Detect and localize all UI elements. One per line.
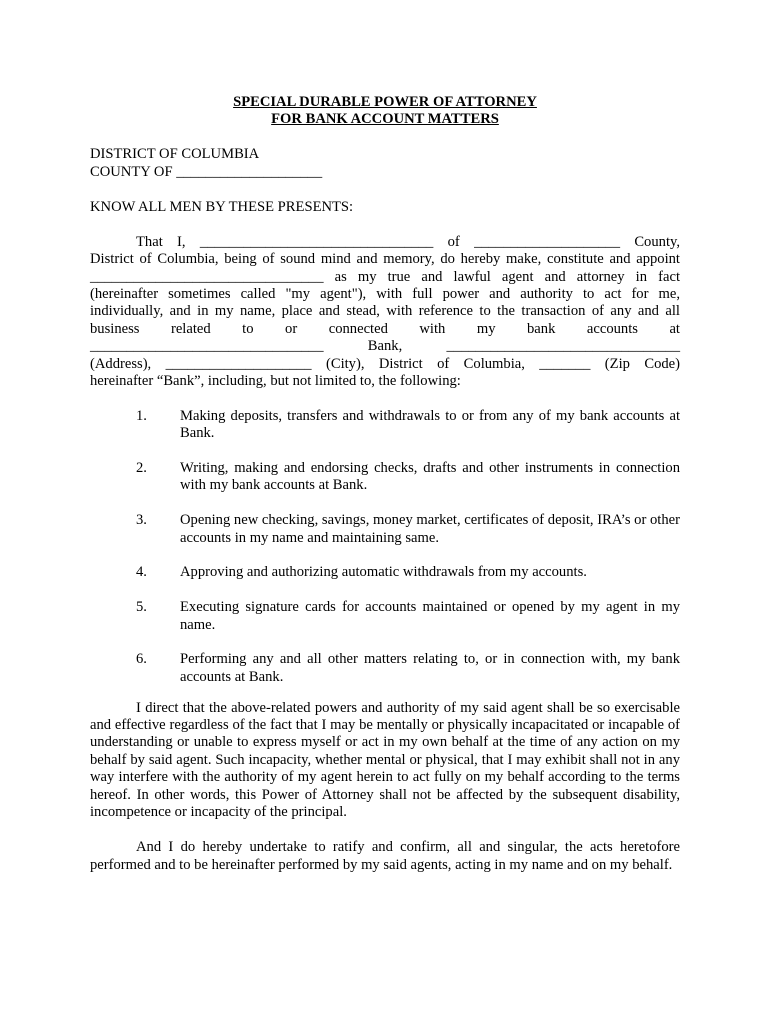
list-item bbox=[90, 564, 680, 581]
appointment-line-6: business related to or connected with my bank accounts at bbox=[90, 320, 680, 337]
appointment-line-1: That I, ________________________________ of ____________________ County, bbox=[136, 233, 680, 250]
list-item bbox=[90, 512, 680, 547]
list-item-text: Opening new checking, savings, money market, certificates of deposit, IRA’s or other accounts in my name and maintaining same. bbox=[180, 512, 680, 546]
jurisdiction-block bbox=[90, 146, 680, 181]
appointment-line-5: individually, and in my name, place and stead, with reference to the transaction of any and all bbox=[90, 303, 680, 320]
appointment-line-9: hereinafter “Bank”, including, but not limited to, the following: bbox=[90, 373, 461, 390]
list-item bbox=[90, 599, 680, 634]
list-item-text: Executing signature cards for accounts maintained or opened by my agent in my name. bbox=[180, 599, 680, 633]
know-all-heading: KNOW ALL MEN BY THESE PRESENTS: bbox=[90, 198, 354, 215]
document-title-line-1: SPECIAL DURABLE POWER OF ATTORNEY bbox=[233, 94, 537, 110]
list-item-text: Performing any and all other matters relating to, or in connection with, my bank accounts at Bank. bbox=[180, 651, 680, 685]
jurisdiction-district: DISTRICT OF COLUMBIA bbox=[90, 146, 260, 163]
list-item-number: 5. bbox=[136, 599, 147, 616]
list-item-number: 6. bbox=[136, 651, 147, 668]
document-title-line-2: FOR BANK ACCOUNT MATTERS bbox=[271, 111, 499, 128]
list-item-number: 3. bbox=[136, 512, 147, 529]
appointment-line-8: (Address), ____________________ (City), District of Columbia, _______ (Zip Code) bbox=[90, 355, 680, 372]
list-item bbox=[90, 460, 680, 495]
list-item bbox=[90, 651, 680, 686]
list-item-text: Approving and authorizing automatic withdrawals from my accounts. bbox=[180, 564, 587, 581]
list-item-text: Writing, making and endorsing checks, drafts and other instruments in connection with my bank accounts at Bank. bbox=[180, 460, 680, 494]
list-item-text: Making deposits, transfers and withdrawals to or from any of my bank accounts at Bank. bbox=[180, 407, 680, 442]
appointment-line-4: (hereinafter sometimes called "my agent"), with full power and authority to act for me, bbox=[90, 286, 680, 303]
list-item-number: 2. bbox=[136, 460, 147, 477]
incapacity-paragraph: I direct that the above-related powers and authority of my said agent shall be so exercisable and effective regardless of the fact that I may be mentally or physically incapacitated or incapable of understanding or unable to express myself or act in my own behalf at the time of any action on my behalf by said agent. Such incapacity, whether mental or physical, that I may exhibit shall not in any way interfere with the authority of my agent herein to act fully on my behalf according to the terms hereof. In other words, this Power of Attorney shall not be affected by the subsequent disability, incompetence or incapacity of the principal. bbox=[90, 699, 680, 821]
ratification-paragraph: And I do hereby undertake to ratify and confirm, all and singular, the acts heretofore performed and to be hereinafter performed by my said agents, acting in my name and on my behalf. bbox=[90, 839, 680, 873]
list-item-number: 4. bbox=[136, 564, 147, 581]
appointment-line-7: ________________________________ Bank, ________________________________ bbox=[90, 338, 680, 355]
document-page bbox=[90, 94, 680, 874]
jurisdiction-county: COUNTY OF ____________________ bbox=[90, 163, 323, 180]
appointment-line-3: ________________________________ as my true and lawful agent and attorney in fact bbox=[90, 268, 680, 285]
list-item bbox=[90, 408, 680, 443]
powers-list bbox=[90, 408, 680, 686]
appointment-paragraph bbox=[90, 234, 680, 391]
list-item-number: 1. bbox=[136, 407, 147, 424]
appointment-line-2: District of Columbia, being of sound mind and memory, do hereby make, constitute and appoint bbox=[90, 251, 680, 268]
